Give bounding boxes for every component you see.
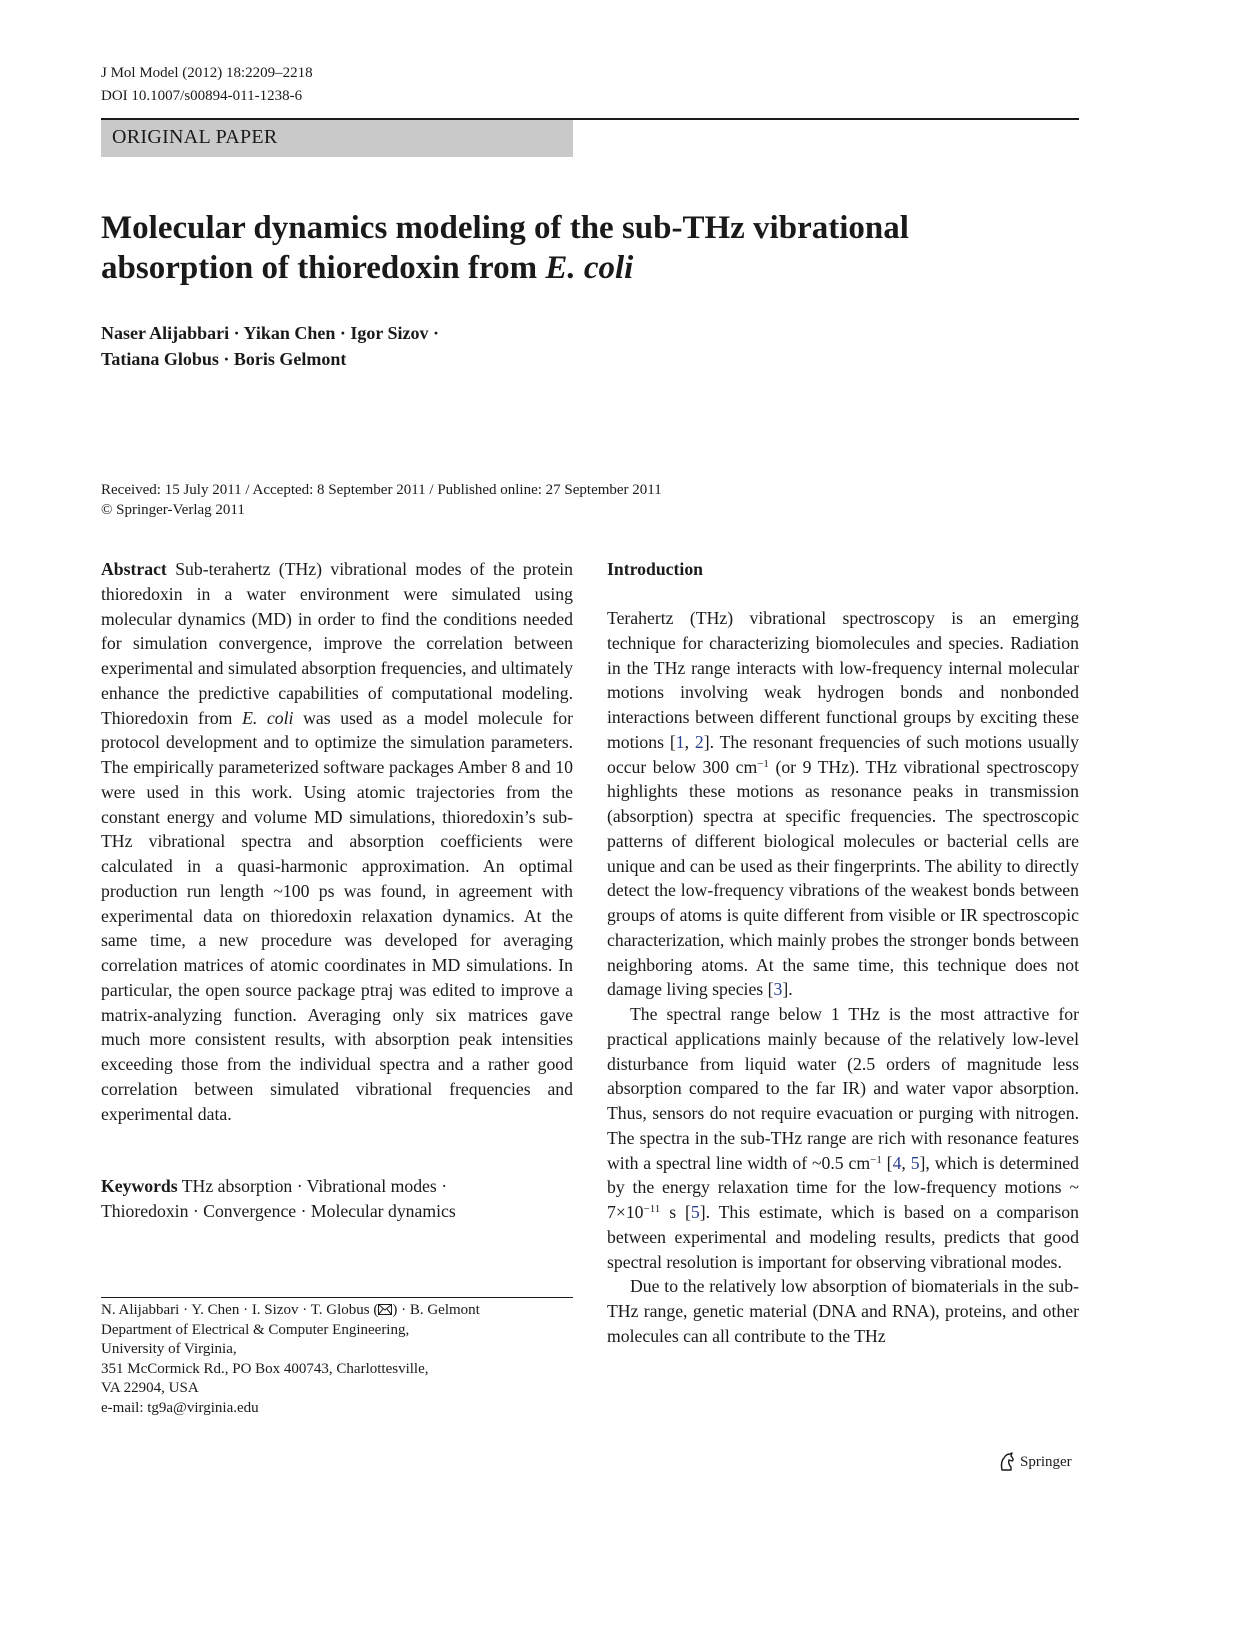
introduction-heading: Introduction bbox=[607, 559, 703, 579]
citation-link[interactable]: 3 bbox=[773, 979, 783, 1000]
citation-link[interactable]: 1 bbox=[675, 731, 685, 752]
intro-paragraph-2: The spectral range below 1 THz is the most attractive for practical applications mainly because of the relatively low-level disturbance from liquid water (2.5 orders of magnitude less absorption compared to the far IR) and water vapor absorption. Thus, sensors do not require evacuation or purging with nitrogen. The spectra in the sub-THz range are rich with resonance features with a spectral line width of ~0.5 $cm^{-1}$ [4, 5], which is determined by the energy relaxation time for the low-frequency motions ~ $7\times 10^{-11}$ s [5]. This estimate, which is based on a comparison between experimental and modeling results, predicts that good spectral resolution is important for observing vibrational modes. bbox=[607, 1004, 1079, 1272]
title-species: E. coli bbox=[545, 250, 634, 286]
paper-title bbox=[101, 208, 1081, 288]
affiliation-rule bbox=[101, 1297, 573, 1298]
authors-line-1: Naser Alijabbari · Yikan Chen · Igor Sizov · bbox=[101, 323, 440, 343]
contact-email[interactable]: e-mail: tg9a@virginia.edu bbox=[101, 1399, 259, 1416]
affiliation: N. Alijabbari · Y. Chen · I. Sizov · T. Globus ( ) · B. Gelmont Department of Electrical & Computer Engineering, University of Virginia, 351 McCormick Rd., PO Box 400743, Charlottesville, VA 22904, USA e-mail: tg9a@virginia.edu bbox=[101, 1301, 573, 1419]
citation-link[interactable]: 4 bbox=[892, 1152, 902, 1173]
journal-citation: J Mol Model (2012) 18:2209–2218 bbox=[101, 65, 313, 81]
intro-paragraph-3: Due to the relatively low absorption of biomaterials in the sub-THz range, genetic material (DNA and RNA), proteins, and other molecules can all contribute to the THz bbox=[607, 1276, 1079, 1346]
citation-link[interactable]: 2 bbox=[694, 731, 704, 752]
article-type-label: ORIGINAL PAPER bbox=[112, 126, 278, 148]
title-line-1: Molecular dynamics modeling of the sub-THz vibrational bbox=[101, 210, 909, 246]
copyright-line: © Springer-Verlag 2011 bbox=[101, 502, 245, 518]
citation-link[interactable]: 5 bbox=[910, 1152, 920, 1173]
citation-link[interactable]: 5 bbox=[690, 1202, 700, 1222]
introduction-body bbox=[607, 606, 1079, 1349]
authors-line-2: Tatiana Globus · Boris Gelmont bbox=[101, 349, 347, 369]
abstract: Abstract Sub-terahertz (THz) vibrational modes of the protein thioredoxin in a water environment were simulated using molecular dynamics (MD) in order to find the conditions needed for simulation convergence, improve the correlation between experimental and simulated absorption frequencies, and ultimately enhance the predictive capabilities of computational modeling. Thioredoxin from E. coli was used as a model molecule for protocol development and to optimize the simulation parameters. The empirically parameterized software packages Amber 8 and 10 were used in this work. Using atomic trajectories from the constant energy and volume MD simulations, thioredoxin’s sub-THz vibrational spectra and absorption coefficients were calculated in a quasi-harmonic approximation. An optimal production run length ~100 ps was found, in agreement with experimental data on thioredoxin relaxation dynamics. At the same time, a new procedure was developed for averaging correlation matrices of atomic coordinates in MD simulations. In particular, the open source package ptraj was edited to improve a matrix-analyzing function. Averaging only six matrices gave much more consistent results, with absorption peak intensities exceeding those from the individual spectra and a rather good correlation between simulated vibrational frequencies and experimental data. bbox=[101, 559, 573, 1124]
keywords-label: Keywords bbox=[101, 1176, 178, 1196]
publisher-name: Springer bbox=[1020, 1454, 1072, 1470]
title-line-2: absorption of thioredoxin from E. coli bbox=[101, 250, 634, 286]
abstract-label: Abstract bbox=[101, 559, 167, 579]
intro-paragraph-1: Terahertz (THz) vibrational spectroscopy is an emerging technique for characterizing biomolecules and species. Radiation in the THz range interacts with low-frequency internal molecular motions involving weak hydrogen bonds and nonbonded interactions between different functional groups by exciting these motions [1, 2]. The resonant frequencies of such motions usually occur below 300 $cm^{-1}$ (or 9 THz). THz vibrational spectroscopy highlights these motions as resonance peaks in transmission (absorption) spectra at specific frequencies. The spectroscopic patterns of different biological molecules or bacterial cells are unique and can be used as their fingerprints. The ability to directly detect the low-frequency vibrations of the weakest bonds between groups of atoms is quite different from visible or IR spectroscopic characterization, which mainly probes the stronger bonds between neighboring atoms. At the same time, this technique does not damage living species [3]. bbox=[607, 608, 1079, 1000]
publisher-logo bbox=[998, 1452, 1072, 1472]
envelope-icon bbox=[378, 1304, 392, 1315]
abstract-species: E. coli bbox=[242, 707, 294, 728]
doi: DOI 10.1007/s00894-011-1238-6 bbox=[101, 88, 303, 104]
publication-history bbox=[101, 480, 662, 520]
springer-horse-icon bbox=[998, 1452, 1016, 1472]
keywords: Keywords THz absorption · Vibrational modes · Thioredoxin · Convergence · Molecular dynamics bbox=[101, 1176, 456, 1221]
author-list bbox=[101, 320, 439, 372]
dates-line: Received: 15 July 2011 / Accepted: 8 September 2011 / Published online: 27 September 2011 bbox=[101, 482, 662, 498]
article-type-banner bbox=[101, 120, 573, 157]
